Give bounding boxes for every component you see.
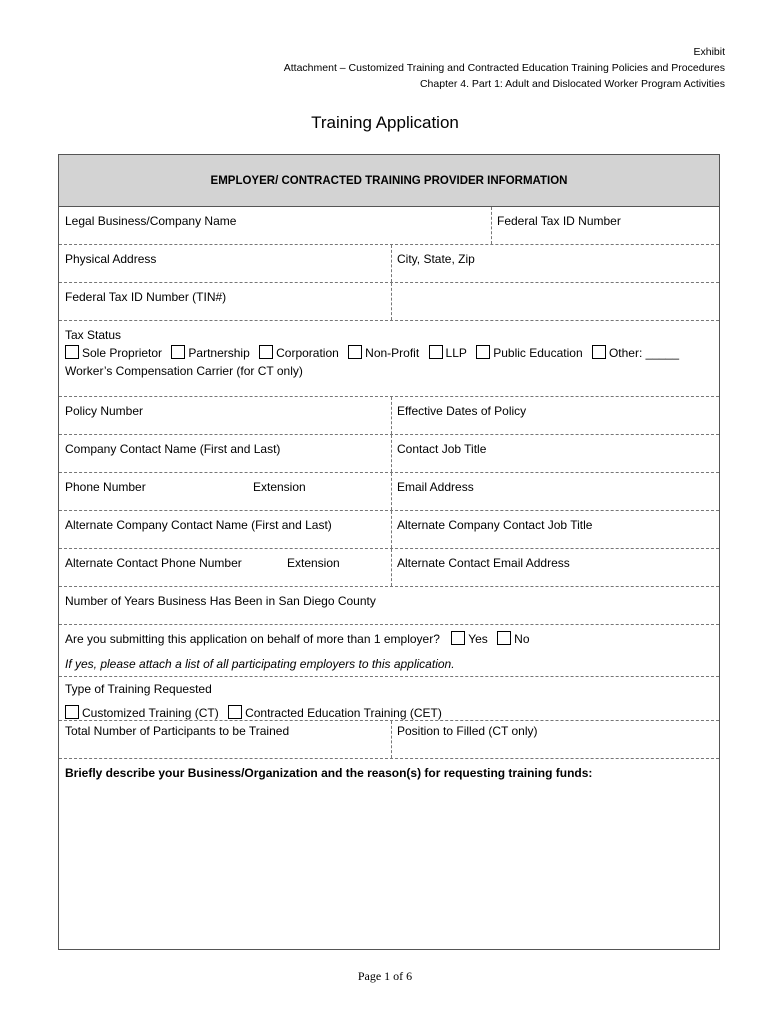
contact-title-label: Contact Job Title: [397, 442, 487, 456]
tax-option-other[interactable]: Other: _____: [592, 345, 679, 360]
email-label: Email Address: [397, 480, 474, 494]
alt-phone-field[interactable]: [59, 549, 281, 586]
legal-name-field[interactable]: [59, 207, 491, 244]
checkbox-icon[interactable]: [348, 345, 362, 359]
row-describe: [59, 759, 719, 949]
alt-extension-label: Extension: [287, 556, 340, 570]
tax-status-label: Tax Status: [65, 328, 122, 342]
total-participants-label: Total Number of Participants to be Trained: [65, 724, 290, 738]
checkbox-icon[interactable]: [429, 345, 443, 359]
row-multi-employer: [59, 625, 719, 677]
row-alt-phone: [59, 549, 719, 587]
city-state-zip-field[interactable]: [391, 245, 719, 282]
document-header: [284, 44, 725, 92]
checkbox-icon[interactable]: [65, 345, 79, 359]
tin-label-cell: [59, 283, 391, 320]
application-form: [58, 154, 720, 950]
alt-email-label: Alternate Contact Email Address: [397, 556, 570, 570]
checkbox-icon[interactable]: [228, 705, 242, 719]
training-type-options: [65, 705, 448, 720]
row-legal-name: [59, 207, 719, 245]
email-field[interactable]: [391, 473, 719, 510]
multi-employer-label: Are you submitting this application on behalf of more than 1 employer?: [65, 632, 440, 646]
city-state-zip-label: City, State, Zip: [397, 252, 475, 266]
tax-status-options: [65, 345, 685, 360]
contact-title-field[interactable]: [391, 435, 719, 472]
contact-name-field[interactable]: [59, 435, 391, 472]
policy-number-label: Policy Number: [65, 404, 144, 418]
tax-option-public-education[interactable]: Public Education: [476, 345, 582, 360]
option-yes[interactable]: Yes: [451, 631, 488, 646]
alt-contact-title-label: Alternate Company Contact Job Title: [397, 518, 593, 532]
training-option-cet[interactable]: Contracted Education Training (CET): [228, 705, 442, 720]
header-exhibit: Exhibit: [693, 46, 725, 58]
total-participants-field[interactable]: [59, 721, 391, 758]
alt-contact-name-field[interactable]: [59, 511, 391, 548]
tax-option-partnership[interactable]: Partnership: [171, 345, 249, 360]
multi-employer-note: If yes, please attach a list of all participating employers to this application.: [65, 657, 455, 671]
contact-name-label: Company Contact Name (First and Last): [65, 442, 281, 456]
row-training-type: [59, 677, 719, 721]
position-filled-label: Position to Filled (CT only): [397, 724, 538, 738]
physical-address-field[interactable]: [59, 245, 391, 282]
checkbox-icon[interactable]: [476, 345, 490, 359]
effective-dates-label: Effective Dates of Policy: [397, 404, 527, 418]
checkbox-icon[interactable]: [592, 345, 606, 359]
section-heading: EMPLOYER/ CONTRACTED TRAINING PROVIDER INFORMATION: [59, 155, 719, 207]
checkbox-icon[interactable]: [259, 345, 273, 359]
page-number: Page 1 of 6: [357, 969, 413, 983]
physical-address-label: Physical Address: [65, 252, 157, 266]
row-phone: [59, 473, 719, 511]
row-years: [59, 587, 719, 625]
page-title: Training Application: [311, 113, 459, 132]
row-alt-contact: [59, 511, 719, 549]
alt-email-field[interactable]: [391, 549, 719, 586]
position-filled-field[interactable]: [391, 721, 719, 758]
alt-phone-label: Alternate Contact Phone Number: [65, 556, 242, 570]
training-type-label: Type of Training Requested: [65, 682, 212, 696]
tax-option-corporation[interactable]: Corporation: [259, 345, 339, 360]
checkbox-icon[interactable]: [171, 345, 185, 359]
describe-field[interactable]: [59, 759, 719, 949]
phone-field[interactable]: [59, 473, 247, 510]
tin-field[interactable]: [391, 283, 719, 320]
row-tin: [59, 283, 719, 321]
alt-extension-field[interactable]: [281, 549, 391, 586]
fed-tax-id-field[interactable]: [491, 207, 719, 244]
row-address: [59, 245, 719, 283]
years-in-county-field[interactable]: [59, 587, 719, 624]
policy-number-field[interactable]: [59, 397, 391, 434]
years-in-county-label: Number of Years Business Has Been in San Diego County: [65, 594, 376, 608]
option-no[interactable]: No: [497, 631, 529, 646]
tin-label: Federal Tax ID Number (TIN#): [65, 290, 227, 304]
alt-contact-title-field[interactable]: [391, 511, 719, 548]
checkbox-icon[interactable]: [451, 631, 465, 645]
alt-contact-name-label: Alternate Company Contact Name (First and Last): [65, 518, 332, 532]
extension-label: Extension: [253, 480, 306, 494]
effective-dates-field[interactable]: [391, 397, 719, 434]
tax-option-non-profit[interactable]: Non-Profit: [348, 345, 419, 360]
row-participants: [59, 721, 719, 759]
phone-label: Phone Number: [65, 480, 146, 494]
tax-option-sole-proprietor[interactable]: Sole Proprietor: [65, 345, 162, 360]
row-tax-status: [59, 321, 719, 397]
header-attachment: Attachment – Customized Training and Contracted Education Training Policies and Procedures: [283, 62, 725, 74]
checkbox-icon[interactable]: [65, 705, 79, 719]
training-option-ct[interactable]: Customized Training (CT): [65, 705, 219, 720]
header-chapter: Chapter 4. Part 1: Adult and Dislocated Worker Program Activities: [419, 78, 725, 90]
legal-name-label: Legal Business/Company Name: [65, 214, 237, 228]
fed-tax-id-label: Federal Tax ID Number: [497, 214, 621, 228]
workers-comp-label: Worker’s Compensation Carrier (for CT only): [65, 364, 303, 378]
checkbox-icon[interactable]: [497, 631, 511, 645]
tax-option-llp[interactable]: LLP: [429, 345, 467, 360]
row-contact: [59, 435, 719, 473]
describe-label: Briefly describe your Business/Organization and the reason(s) for requesting training funds:: [65, 766, 593, 780]
row-policy: [59, 397, 719, 435]
extension-field[interactable]: [247, 473, 391, 510]
multi-employer-question: [65, 631, 536, 646]
